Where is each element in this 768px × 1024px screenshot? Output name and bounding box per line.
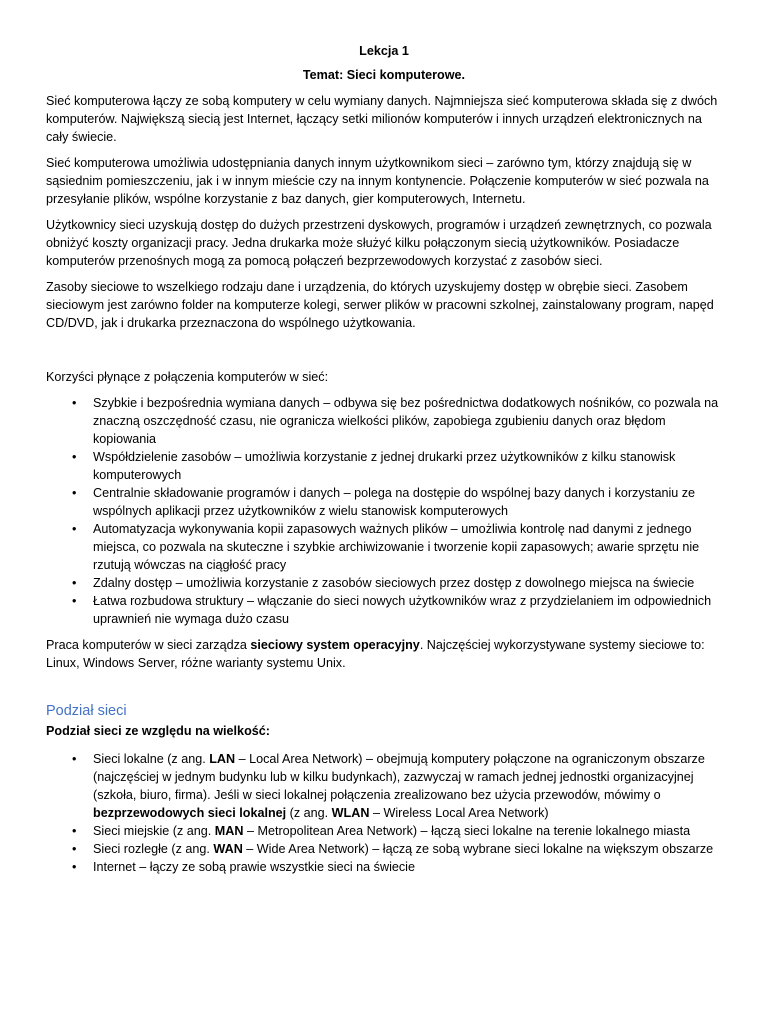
list-item-text: Łatwa rozbudowa struktury – włączanie do sieci nowych użytkowników wraz z przydzielaniem im odpowiednich uprawnień nie wymaga dużo czasu xyxy=(93,594,712,626)
list-item-text: Szybkie i bezpośrednia wymiana danych – odbywa się bez pośrednictwa dodatkowych nośników, co pozwala na znaczną oszczędność czasu, nie ogranicza wielkości plików, zapobiega zgubieniu danych oraz błędom kopiowania xyxy=(93,396,719,446)
list-item xyxy=(46,448,722,484)
os-paragraph xyxy=(46,636,722,672)
list-item xyxy=(46,484,722,520)
benefits-intro: Korzyści płynące z połączenia komputerów w sieć: xyxy=(46,370,329,384)
wlan-abbr: WLAN xyxy=(331,806,370,820)
paragraph: Użytkownicy sieci uzyskują dostęp do dużych przestrzeni dyskowych, programów i urządzeń zewnętrznych, co pozwala obniżyć koszty organizacji pracy. Jedna drukarka może służyć kilku połączonym siecią użytkowników. Posiadacze komputerów przenośnych mogą za pomocą połączeń bezprzewodowych korzystać z zasobów sieci. xyxy=(46,218,712,268)
bullet-icon: • xyxy=(72,842,77,856)
list-item-text: Centralnie składowanie programów i danych – polega na dostępie do wspólnej bazy danych i korzystaniu ze wspólnych aplikacji przez użytkowników z wielu stanowisk komputerowych xyxy=(93,486,696,518)
bullet-icon: • xyxy=(72,824,77,838)
paragraph: Zasoby sieciowe to wszelkiego rodzaju dane i urządzenia, do których uzyskujemy dostęp w obrębie sieci. Zasobem sieciowym jest zarówno folder na komputerze kolegi, serwer plików w pracowni szkolnej, zainstalowany program, napęd CD/DVD, jak i drukarka przeznaczona do wspólnego użytkowania. xyxy=(46,280,714,330)
bullet-icon: • xyxy=(72,450,77,464)
lan-text: – Wireless Local Area Network) xyxy=(369,806,549,820)
list-item-internet xyxy=(46,858,722,876)
list-item-text: Automatyzacja wykonywania kopii zapasowych ważnych plików – umożliwia kontrolę nad danymi z jednego miejsca, co pozwala na skuteczne i szybkie archiwizowanie i tworzenie kopii zapasowych; awarie sprzętu nie rzutują wówczas na ciągłość pracy xyxy=(93,522,700,572)
wan-text: Sieci rozległe (z ang. xyxy=(93,842,214,856)
list-item xyxy=(46,394,722,448)
man-abbr: MAN xyxy=(214,824,244,838)
list-item xyxy=(46,520,722,574)
list-item-lan xyxy=(46,750,722,822)
topic-title: Temat: Sieci komputerowe. xyxy=(302,68,466,82)
wan-text: – Wide Area Network) – łączą ze sobą wybrane sieci lokalne na większym obszarze xyxy=(242,842,714,856)
os-text-before: Praca komputerów w sieci zarządza xyxy=(46,638,251,652)
bullet-icon: • xyxy=(72,522,77,536)
section-subheading: Podział sieci ze względu na wielkość: xyxy=(46,724,270,738)
benefits-list xyxy=(46,394,722,628)
bullet-icon: • xyxy=(72,752,77,766)
lan-text: – Local Area Network) – obejmują komputery połączone na ograniczonym obszarze (najczęściej w jednym budynku lub w kilku budynkach), zazwyczaj w ramach jednej jednostki organizacyjnej (szkoła, biuro, firma). Jeśli w sieci lokalnej połączenia zrealizowano bez użycia przewodów, mówimy o xyxy=(93,752,705,802)
wan-abbr: WAN xyxy=(213,842,243,856)
paragraph: Sieć komputerowa łączy ze sobą komputery w celu wymiany danych. Najmniejsza sieć komputerowa składa się z dwóch komputerów. Największą siecią jest Internet, łączący setki milionów komputerów i innych urządzeń elektronicznych na cały świecie. xyxy=(46,94,718,144)
man-text: Sieci miejskie (z ang. xyxy=(93,824,215,838)
paragraph: Sieć komputerowa umożliwia udostępniania danych innym użytkownikom sieci – zarówno tym, którzy znajdują się w sąsiednim pomieszczeniu, jak i w innym mieście czy na innym kontynencie. Połączenie komputerów w sieć pozwala na przesyłanie plików, wspólne korzystanie z baz danych, gier komputerowych, Internetu. xyxy=(46,156,709,206)
internet-text: Internet – łączy ze sobą prawie wszystkie sieci na świecie xyxy=(93,860,415,874)
lesson-title: Lekcja 1 xyxy=(359,44,409,58)
list-item-text: Zdalny dostęp – umożliwia korzystanie z zasobów sieciowych przez dostęp z dowolnego miejsca na świecie xyxy=(93,576,695,590)
os-text-after: . Najczęściej wykorzystywane systemy sieciowe to: Linux, Windows Server, różne warianty systemu Unix. xyxy=(46,638,705,670)
list-item xyxy=(46,592,722,628)
bullet-icon: • xyxy=(72,576,77,590)
man-text: – Metropolitean Area Network) – łączą sieci lokalne na terenie lokalnego miasta xyxy=(243,824,691,838)
network-types-list xyxy=(46,750,722,876)
bullet-icon: • xyxy=(72,860,77,874)
section-heading: Podział sieci xyxy=(46,703,127,719)
bullet-icon: • xyxy=(72,396,77,410)
list-item-text: Współdzielenie zasobów – umożliwia korzystanie z jednej drukarki przez użytkowników z kilku stanowisk komputerowych xyxy=(93,450,676,482)
lan-text: Sieci lokalne (z ang. xyxy=(93,752,210,766)
list-item-wan xyxy=(46,840,722,858)
bullet-icon: • xyxy=(72,594,77,608)
spacer xyxy=(46,340,722,368)
lan-abbr: LAN xyxy=(209,752,236,766)
wlan-term: bezprzewodowych sieci lokalnej xyxy=(93,806,287,820)
lan-text: (z ang. xyxy=(286,806,332,820)
bullet-icon: • xyxy=(72,486,77,500)
list-item-man xyxy=(46,822,722,840)
os-text-bold: sieciowy system operacyjny xyxy=(250,638,420,652)
list-item xyxy=(46,574,722,592)
